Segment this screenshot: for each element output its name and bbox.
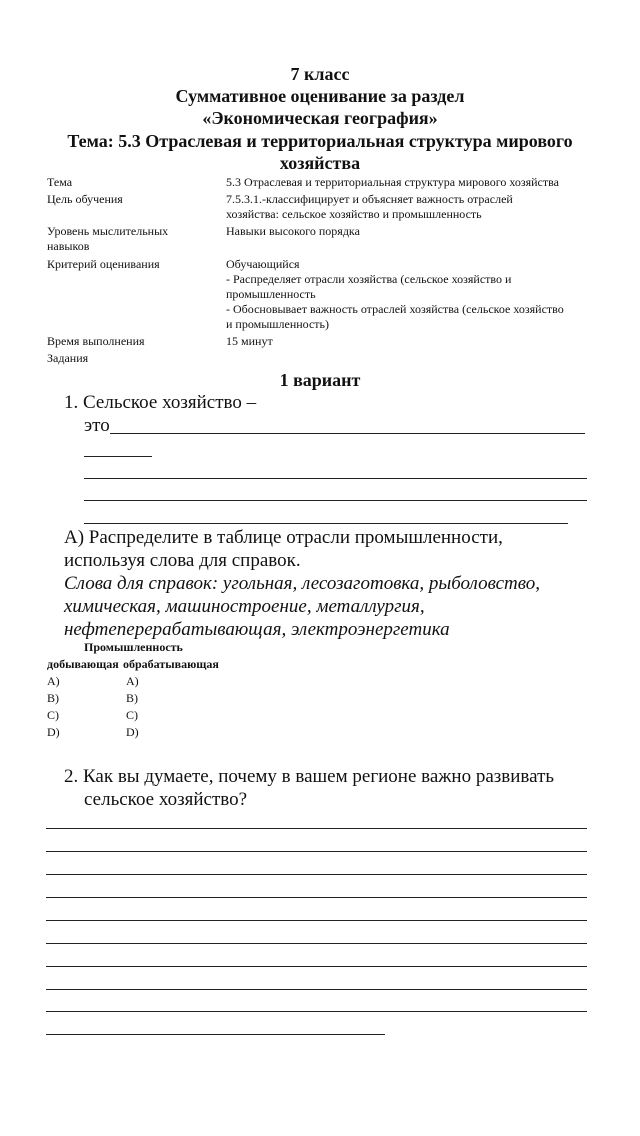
meta-criteria-label: Критерий оценивания xyxy=(47,257,160,271)
table-cell-processing[interactable]: А) xyxy=(126,674,139,688)
question-2-text-cont: сельское хозяйство? xyxy=(84,789,248,810)
topic-title-line1: Тема: 5.3 Отраслевая и территориальная структура мирового xyxy=(67,131,573,151)
answer-line[interactable] xyxy=(84,478,587,479)
hint-words-line3: нефтеперерабатывающая, электроэнергетика xyxy=(64,619,450,640)
grade-title: 7 класс xyxy=(290,64,350,84)
topic-title-line2: хозяйства xyxy=(279,153,361,173)
meta-criteria-value-5: и промышленность) xyxy=(226,317,330,331)
meta-skills-label-1: Уровень мыслительных xyxy=(47,224,169,238)
meta-topic-value: 5.3 Отраслевая и территориальная структура мирового хозяйства xyxy=(226,175,559,189)
table-cell-extractive[interactable]: D) xyxy=(47,725,60,739)
answer-line[interactable] xyxy=(46,1011,587,1012)
table-cell-processing[interactable]: В) xyxy=(126,691,138,705)
answer-line[interactable] xyxy=(46,1034,385,1035)
answer-line[interactable] xyxy=(46,920,587,921)
meta-time-label: Время выполнения xyxy=(47,334,145,348)
question-1-eto: это xyxy=(84,415,110,436)
answer-line[interactable] xyxy=(46,989,587,990)
table-cell-extractive[interactable]: А) xyxy=(47,674,60,688)
question-2-text: 2. Как вы думаете, почему в вашем регионе важно развивать xyxy=(64,766,555,787)
meta-goal-label: Цель обучения xyxy=(47,192,123,206)
question-a-line2: используя слова для справок. xyxy=(64,550,301,571)
meta-criteria-value-1: Обучающийся xyxy=(226,257,300,271)
answer-line[interactable] xyxy=(46,828,587,829)
meta-topic-label: Тема xyxy=(47,175,73,189)
hint-words-line2: химическая, машиностроение, металлургия, xyxy=(64,596,425,617)
answer-line[interactable] xyxy=(84,500,587,501)
answer-line[interactable] xyxy=(46,851,587,852)
question-a-line1: А) Распределите в таблице отрасли промышленности, xyxy=(64,527,503,548)
meta-time-value: 15 минут xyxy=(226,334,273,348)
answer-line[interactable] xyxy=(46,874,587,875)
question-1-text: 1. Сельское хозяйство – xyxy=(64,392,257,413)
assessment-title: Суммативное оценивание за раздел xyxy=(175,86,465,106)
meta-tasks-label: Задания xyxy=(47,351,89,365)
meta-goal-value-2: хозяйства: сельское хозяйство и промышленность xyxy=(226,207,482,221)
answer-line[interactable] xyxy=(110,433,585,434)
meta-skills-label-2: навыков xyxy=(47,239,90,253)
section-title: «Экономическая география» xyxy=(202,108,438,128)
variant-heading: 1 вариант xyxy=(279,370,361,390)
table-cell-extractive[interactable]: С) xyxy=(47,708,59,722)
answer-line[interactable] xyxy=(46,897,587,898)
meta-skills-value: Навыки высокого порядка xyxy=(226,224,360,238)
industry-header: Промышленность xyxy=(84,640,183,654)
table-cell-extractive[interactable]: В) xyxy=(47,691,59,705)
industry-col-processing: обрабатывающая xyxy=(123,657,219,671)
industry-col-extractive: добывающая xyxy=(47,657,119,671)
meta-criteria-value-3: промышленность xyxy=(226,287,316,301)
hint-words-line1: Слова для справок: угольная, лесозаготовка, рыболовство, xyxy=(64,573,540,594)
meta-criteria-value-2: - Распределяет отрасли хозяйства (сельское хозяйство и xyxy=(226,272,512,286)
answer-line[interactable] xyxy=(46,966,587,967)
meta-goal-value-1: 7.5.3.1.-классифицирует и объясняет важность отраслей xyxy=(226,192,513,206)
meta-criteria-value-4: - Обосновывает важность отраслей хозяйства (сельское хозяйство xyxy=(226,302,564,316)
answer-line[interactable] xyxy=(46,943,587,944)
answer-line[interactable] xyxy=(84,523,568,524)
table-cell-processing[interactable]: D) xyxy=(126,725,139,739)
answer-line[interactable] xyxy=(84,456,152,457)
table-cell-processing[interactable]: С) xyxy=(126,708,138,722)
